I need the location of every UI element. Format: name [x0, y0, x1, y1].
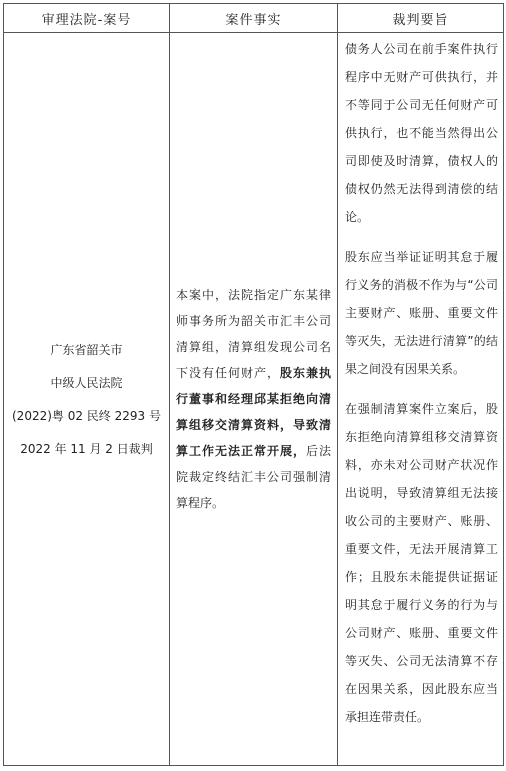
case-number: (2022)粤 02 民终 2293 号: [12, 408, 161, 423]
facts-emphasis: 股东兼执行董事和经理邱某拒绝向清算组移交清算资料，导致清算工作无法正常开展，: [176, 366, 331, 458]
facts-intro: 本案中，法院指定广东某律师事务所为韶关市汇丰公司清算组，清算组发现公司名下没有任何财产，: [176, 288, 331, 380]
holding-paragraph-1: 债务人公司在前手案件执行程序中无财产可供执行，并不等同于公司无任何财产可供执行，也不能当然得出公司即使及时清算，债权人的债权仍然无法得到清偿的结论。: [345, 42, 498, 224]
facts-outro: 后法院裁定终结汇丰公司强制清算程序。: [176, 444, 331, 510]
header-row: [4, 4, 504, 33]
table-row: [4, 33, 504, 766]
holding-paragraph-3: 在强制清算案件立案后，股东拒绝向清算组移交清算资料，亦未对公司财产状况作出说明，导致清算组无法接收公司的主要财产、账册、重要文件，无法开展清算工作；且股东未能提供证据证明其怠于履行义务的行为与公司财产、账册、重要文件等灭失、公司无法清算不存在因果关系，因此股东应当承担连带责任。: [345, 402, 498, 724]
court-name-line1: 广东省韶关市: [50, 342, 123, 357]
court-name-line2: 中级人民法院: [50, 375, 123, 390]
header-case-facts: 案件事实: [170, 4, 338, 33]
header-holding: 裁判要旨: [338, 4, 504, 33]
facts-cell: [170, 33, 338, 766]
holding-cell: [338, 33, 504, 766]
judgment-date: 2022 年 11 月 2 日裁判: [20, 441, 153, 456]
case-table: [3, 3, 504, 766]
holding-paragraph-2: 股东应当举证证明其怠于履行义务的消极不作为与“公司主要财产、账册、重要文件等灭失，无法进行清算”的结果之间没有因果关系。: [345, 250, 498, 376]
header-court-caseno: 审理法院-案号: [4, 4, 170, 33]
court-cell: [4, 33, 170, 766]
